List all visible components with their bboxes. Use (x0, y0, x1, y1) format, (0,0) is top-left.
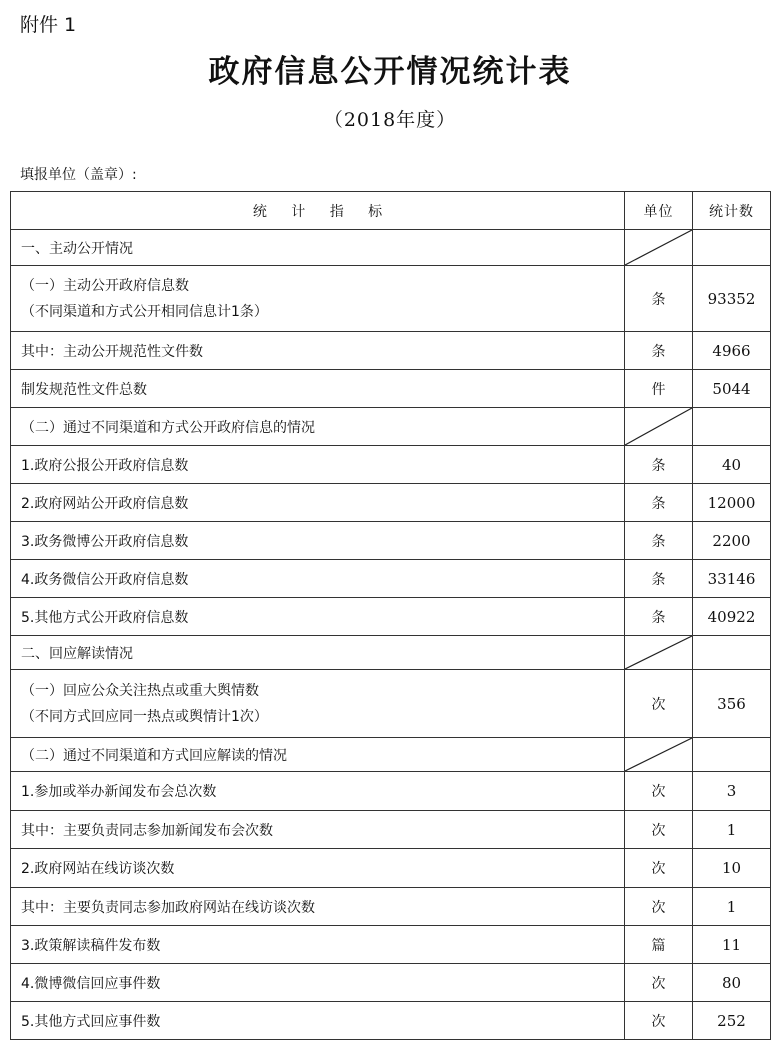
statistics-table (10, 191, 771, 1040)
filler-unit-label: 填报单位（盖章）: (20, 167, 137, 183)
diagonal-slash-mark (625, 408, 692, 445)
indicator-label: （一）回应公众关注热点或重大舆情数 (21, 682, 259, 699)
indicator-cell (11, 598, 625, 636)
table-row (11, 888, 771, 926)
count-cell-empty (693, 636, 771, 670)
unit-cell: 次 (625, 964, 693, 1002)
indicator-cell (11, 1002, 625, 1040)
unit-cell: 次 (625, 1002, 693, 1040)
section-row (11, 408, 771, 446)
count-cell: 12000 (693, 484, 771, 522)
indicator-note: （不同方式回应同一热点或舆情计1次） (21, 708, 268, 725)
indicator-label: 3.政务微博公开政府信息数 (21, 533, 189, 550)
table-row (11, 1002, 771, 1040)
indicator-label: （二）通过不同渠道和方式公开政府信息的情况 (21, 419, 315, 436)
unit-cell: 件 (625, 370, 693, 408)
indicator-cell (11, 230, 625, 266)
page-subtitle: （2018年度） (323, 109, 457, 131)
indicator-label: 一、主动公开情况 (21, 240, 133, 257)
header-indicator: 统 计 指 标 (11, 192, 625, 230)
indicator-cell (11, 811, 625, 849)
table-header-row (11, 192, 771, 230)
table-row (11, 370, 771, 408)
indicator-label: 1.政府公报公开政府信息数 (21, 457, 189, 474)
indicator-cell (11, 636, 625, 670)
table-row (11, 332, 771, 370)
indicator-label: 2.政府网站公开政府信息数 (21, 495, 189, 512)
unit-cell: 次 (625, 811, 693, 849)
indicator-cell (11, 408, 625, 446)
indicator-label: 4.微博微信回应事件数 (21, 975, 161, 992)
count-cell: 80 (693, 964, 771, 1002)
indicator-cell (11, 926, 625, 964)
unit-cell: 次 (625, 888, 693, 926)
indicator-cell (11, 446, 625, 484)
count-cell: 10 (693, 849, 771, 888)
unit-cell-not-applicable (625, 636, 693, 670)
count-cell: 4966 (693, 332, 771, 370)
table-row (11, 670, 771, 738)
unit-cell: 条 (625, 446, 693, 484)
indicator-label: 制发规范性文件总数 (21, 381, 147, 398)
table-row (11, 484, 771, 522)
indicator-label: 5.其他方式公开政府信息数 (21, 609, 189, 626)
section-row (11, 738, 771, 772)
count-cell: 356 (693, 670, 771, 738)
indicator-cell (11, 849, 625, 888)
attachment-label: 附件 1 (20, 14, 77, 36)
indicator-label: （一）主动公开政府信息数 (21, 277, 189, 294)
unit-cell-not-applicable (625, 738, 693, 772)
indicator-label: 2.政府网站在线访谈次数 (21, 861, 175, 877)
header-count: 统计数 (693, 192, 771, 230)
count-cell: 1 (693, 811, 771, 849)
page-title: 政府信息公开情况统计表 (208, 54, 572, 90)
unit-cell: 次 (625, 772, 693, 811)
indicator-cell (11, 560, 625, 598)
indicator-cell (11, 964, 625, 1002)
count-cell-empty (693, 738, 771, 772)
indicator-cell (11, 522, 625, 560)
indicator-cell (11, 332, 625, 370)
indicator-cell (11, 484, 625, 522)
table-row (11, 926, 771, 964)
indicator-cell (11, 888, 625, 926)
unit-cell: 条 (625, 522, 693, 560)
indicator-label: 其中：主要负责同志参加政府网站在线访谈次数 (21, 899, 315, 916)
diagonal-slash-mark (625, 230, 692, 265)
diagonal-slash-mark (625, 738, 692, 771)
count-cell: 40 (693, 446, 771, 484)
count-cell: 5044 (693, 370, 771, 408)
section-row (11, 636, 771, 670)
count-cell-empty (693, 408, 771, 446)
unit-cell: 条 (625, 598, 693, 636)
unit-cell-not-applicable (625, 408, 693, 446)
count-cell: 33146 (693, 560, 771, 598)
indicator-label: 其中：主要负责同志参加新闻发布会次数 (21, 822, 273, 839)
unit-cell: 条 (625, 560, 693, 598)
table-row (11, 964, 771, 1002)
indicator-cell (11, 738, 625, 772)
unit-cell: 次 (625, 849, 693, 888)
unit-cell-not-applicable (625, 230, 693, 266)
count-cell: 93352 (693, 266, 771, 332)
section-row (11, 230, 771, 266)
indicator-cell (11, 266, 625, 332)
count-cell: 252 (693, 1002, 771, 1040)
unit-cell: 条 (625, 332, 693, 370)
indicator-label: 3.政策解读稿件发布数 (21, 937, 161, 954)
indicator-cell (11, 370, 625, 408)
count-cell: 1 (693, 888, 771, 926)
indicator-label: （二）通过不同渠道和方式回应解读的情况 (21, 747, 287, 764)
table-row (11, 446, 771, 484)
indicator-note: （不同渠道和方式公开相同信息计1条） (21, 303, 268, 320)
count-cell: 3 (693, 772, 771, 811)
table-row (11, 522, 771, 560)
unit-cell: 篇 (625, 926, 693, 964)
unit-cell: 条 (625, 484, 693, 522)
table-row (11, 560, 771, 598)
unit-cell: 条 (625, 266, 693, 332)
count-cell-empty (693, 230, 771, 266)
indicator-label: 4.政务微信公开政府信息数 (21, 571, 189, 588)
header-unit: 单位 (625, 192, 693, 230)
diagonal-slash-mark (625, 636, 692, 669)
count-cell: 11 (693, 926, 771, 964)
table-row (11, 811, 771, 849)
indicator-label: 1.参加或举办新闻发布会总次数 (21, 784, 217, 800)
unit-cell: 次 (625, 670, 693, 738)
indicator-label: 其中：主动公开规范性文件数 (21, 343, 203, 360)
count-cell: 2200 (693, 522, 771, 560)
indicator-cell (11, 772, 625, 811)
table-row (11, 266, 771, 332)
count-cell: 40922 (693, 598, 771, 636)
table-row (11, 598, 771, 636)
table-row (11, 772, 771, 811)
indicator-label: 二、回应解读情况 (21, 645, 133, 662)
indicator-label: 5.其他方式回应事件数 (21, 1013, 161, 1030)
table-row (11, 849, 771, 888)
indicator-cell (11, 670, 625, 738)
